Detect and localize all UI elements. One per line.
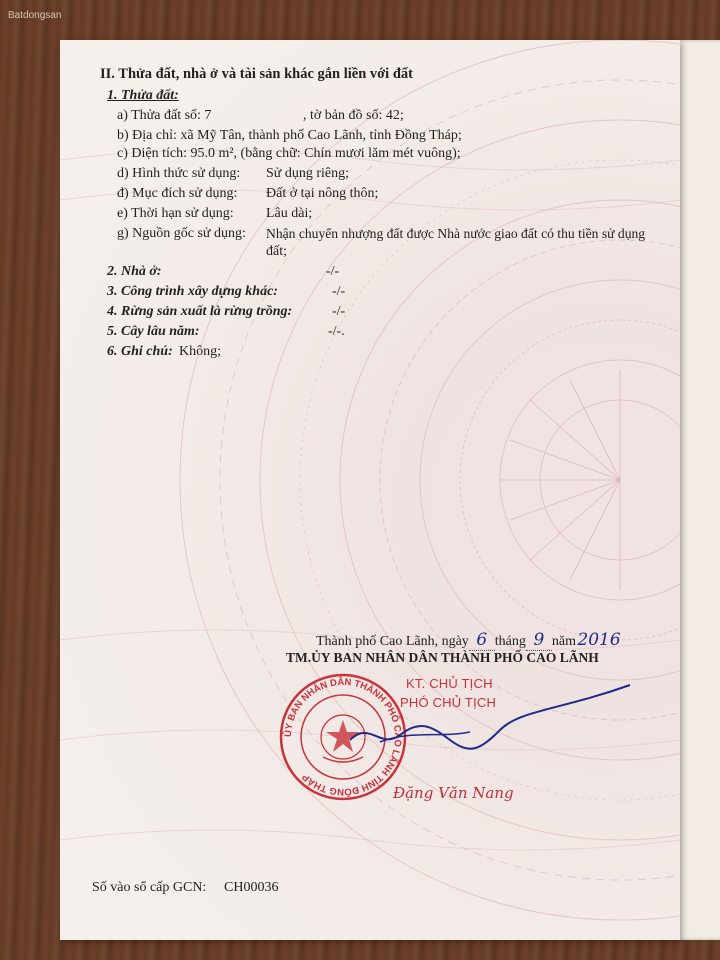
- usage-term-value: Lâu dài;: [266, 206, 313, 221]
- section-title: II. Thửa đất, nhà ở và tài sản khác gắn liền với đất: [100, 66, 413, 82]
- authority: TM.ỦY BAN NHÂN DÂN THÀNH PHỐ CAO LÃNH: [286, 650, 599, 665]
- date-prefix: Thành phố Cao Lãnh, ngày: [316, 634, 469, 649]
- usage-origin-value-2: đất;: [266, 244, 287, 259]
- signer-title-1: KT. CHỦ TỊCH: [406, 676, 493, 691]
- map-sheet-number: , tờ bản đồ số: 42;: [303, 108, 404, 123]
- usage-form-label: d) Hình thức sử dụng:: [117, 166, 241, 181]
- item5-label: 5. Cây lâu năm:: [107, 324, 200, 339]
- usage-term-label: e) Thời hạn sử dụng:: [117, 206, 234, 221]
- usage-purpose-value: Đất ở tại nông thôn;: [266, 186, 379, 201]
- item3-value: -/-: [332, 284, 346, 299]
- date-line: [316, 630, 622, 651]
- date-year: 2016: [577, 630, 621, 650]
- registry-label: Số vào sổ cấp GCN:: [92, 880, 207, 895]
- date-year-word: năm: [551, 634, 577, 649]
- certificate-page: [60, 40, 680, 940]
- item6-label: 6. Ghi chú:: [107, 344, 173, 359]
- registry-value: CH00036: [224, 880, 279, 895]
- usage-purpose-label: đ) Mục đích sử dụng:: [117, 186, 238, 201]
- signer-name: Đặng Văn Nang: [393, 784, 514, 802]
- watermark: Batdongsan: [8, 10, 62, 21]
- address: b) Địa chỉ: xã Mỹ Tân, thành phố Cao Lãnh, tỉnh Đồng Tháp;: [117, 128, 462, 143]
- item1-label: 1. Thửa đất:: [107, 88, 179, 103]
- parcel-number: a) Thửa đất số: 7: [117, 108, 212, 123]
- item5-value: -/-.: [328, 324, 345, 339]
- signer-title-2: PHÓ CHỦ TỊCH: [400, 695, 497, 710]
- item2-label: 2. Nhà ở:: [107, 264, 162, 279]
- item3-label: 3. Công trình xây dựng khác:: [107, 284, 278, 299]
- item2-value: -/-: [326, 264, 340, 279]
- item6-value: Không;: [179, 344, 221, 359]
- item4-value: -/-: [332, 304, 346, 319]
- date-month-word: tháng: [494, 634, 526, 649]
- area: c) Diện tích: 95.0 m², (bằng chữ: Chín mươi lăm mét vuông);: [117, 146, 461, 161]
- usage-origin-label: g) Nguồn gốc sử dụng:: [117, 226, 246, 241]
- usage-origin-value-1: Nhận chuyển nhượng đất được Nhà nước giao đất có thu tiền sử dụng: [266, 226, 646, 241]
- item4-label: 4. Rừng sản xuất là rừng trồng:: [107, 304, 293, 319]
- svg-text:ỦY BAN NHÂN DÂN THÀNH PHỐ CAO: ỦY BAN NHÂN DÂN THÀNH PHỐ CAO LÃNH TỈNH ĐỒNG THÁP: [282, 676, 404, 798]
- handwritten-signature: [340, 680, 640, 770]
- date-day: 6: [469, 630, 495, 651]
- usage-form-value: Sử dụng riêng;: [266, 166, 350, 181]
- date-month: 9: [526, 630, 552, 651]
